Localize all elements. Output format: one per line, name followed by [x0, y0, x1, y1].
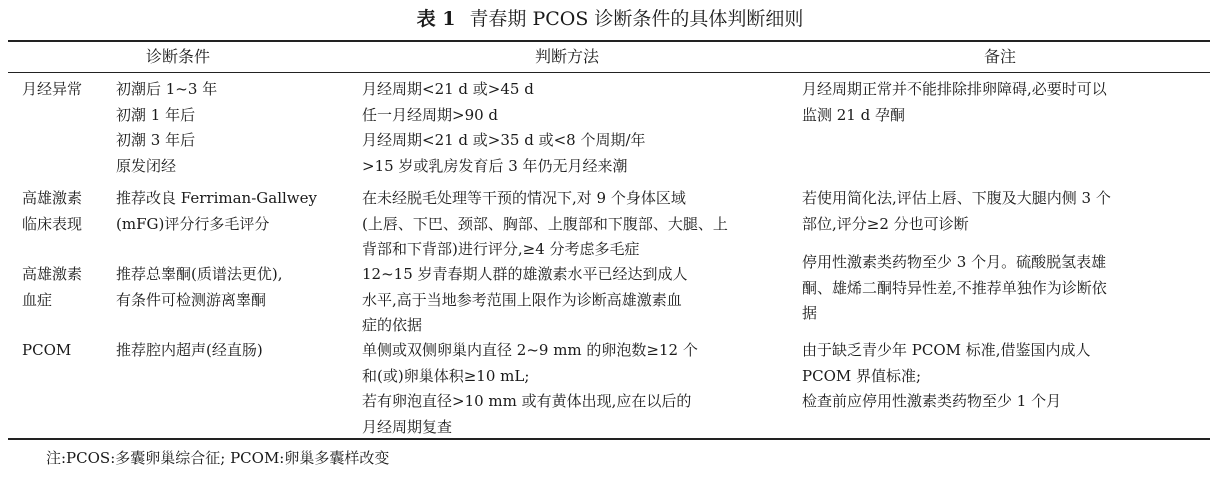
- remark-line: 酮、雄烯二酮特异性差,不推荐单独作为诊断依: [802, 278, 1107, 297]
- row-clinical-category: [22, 186, 82, 237]
- header-rule: [8, 72, 1210, 73]
- row-menstrual-category: [22, 77, 82, 103]
- method-line: 若有卵泡直径>10 mm 或有黄体出现,应在以后的: [362, 392, 692, 410]
- remark-line: 监测 21 d 孕酮: [802, 105, 905, 124]
- method-line: 12~15 岁青春期人群的雄激素水平已经达到成人: [362, 265, 688, 283]
- category-label: 高雄激素: [22, 189, 83, 207]
- sub-condition: 有条件可检测游离睾酮: [116, 290, 267, 309]
- category-label: PCOM: [22, 341, 72, 359]
- row-serum-remarks: [802, 250, 1107, 327]
- row-pcom-remarks: [802, 338, 1091, 415]
- header-criteria: 诊断条件: [145, 47, 210, 66]
- table-footnote: 注:PCOS:多囊卵巢综合征; PCOM:卵巢多囊样改变: [46, 449, 390, 467]
- header-remarks: 备注: [983, 47, 1016, 66]
- method-line: 水平,高于当地参考范围上限作为诊断高雄激素血: [362, 290, 682, 309]
- method-line: 月经周期<21 d 或>35 d 或<8 个周期/年: [362, 131, 646, 149]
- table-title: 青春期 PCOS 诊断条件的具体判断细则: [469, 8, 804, 30]
- sub-condition: 初潮后 1~3 年: [116, 80, 218, 98]
- remark-line: 据: [802, 304, 818, 322]
- method-line: (上唇、下巴、颈部、胸部、上腹部和下腹部、大腿、上: [362, 214, 728, 233]
- sub-condition: 推荐改良 Ferriman-Gallwey: [116, 189, 317, 207]
- method-line: 单侧或双侧卵巢内直径 2~9 mm 的卵泡数≥12 个: [362, 341, 698, 359]
- method-line: 背部和下背部)进行评分,≥4 分考虑多毛症: [362, 240, 640, 258]
- row-menstrual-method: [362, 77, 646, 179]
- category-label: 高雄激素: [22, 265, 83, 283]
- method-line: 月经周期<21 d 或>45 d: [362, 80, 534, 98]
- row-pcom-category: [22, 338, 71, 364]
- remark-line: 部位,评分≥2 分也可诊断: [802, 214, 969, 233]
- row-clinical-remarks: [802, 186, 1111, 237]
- sub-condition: 推荐腔内超声(经直肠): [116, 341, 263, 359]
- category-label: 临床表现: [22, 214, 83, 233]
- row-pcom-sub: [116, 338, 263, 364]
- remark-line: 停用性激素类药物至少 3 个月。硫酸脱氢表雄: [802, 253, 1107, 271]
- sub-condition: (mFG)评分行多毛评分: [116, 214, 270, 233]
- method-line: 在未经脱毛处理等干预的情况下,对 9 个身体区域: [362, 189, 686, 207]
- category-label: 血症: [22, 290, 53, 309]
- row-menstrual-remarks: [802, 77, 1107, 128]
- table-number: 表 1: [416, 8, 456, 30]
- method-line: 月经周期复查: [362, 417, 453, 436]
- method-line: 任一月经周期>90 d: [362, 105, 499, 124]
- sub-condition: 原发闭经: [116, 156, 177, 175]
- row-serum-method: [362, 262, 688, 339]
- row-serum-category: [22, 262, 82, 313]
- sub-condition: 推荐总睾酮(质谱法更优),: [116, 265, 283, 283]
- table-caption: [0, 4, 1220, 34]
- header-method: 判断方法: [534, 47, 599, 66]
- method-line: >15 岁或乳房发育后 3 年仍无月经来潮: [362, 156, 628, 175]
- category-label: 月经异常: [22, 80, 83, 98]
- remark-line: 检查前应停用性激素类药物至少 1 个月: [802, 392, 1062, 410]
- row-clinical-sub: [116, 186, 317, 237]
- row-serum-sub: [116, 262, 282, 313]
- sub-condition: 初潮 1 年后: [116, 105, 196, 124]
- bottom-rule: [8, 438, 1210, 440]
- method-line: 症的依据: [362, 316, 423, 334]
- remark-line: PCOM 界值标准;: [802, 366, 922, 385]
- sub-condition: 初潮 3 年后: [116, 131, 196, 149]
- row-clinical-method: [362, 186, 728, 263]
- remark-line: 由于缺乏青少年 PCOM 标准,借鉴国内成人: [802, 341, 1091, 359]
- row-pcom-method: [362, 338, 698, 440]
- remark-line: 月经周期正常并不能排除排卵障碍,必要时可以: [802, 80, 1107, 98]
- method-line: 和(或)卵巢体积≥10 mL;: [362, 366, 530, 385]
- remark-line: 若使用简化法,评估上唇、下腹及大腿内侧 3 个: [802, 189, 1111, 207]
- row-menstrual-sub: [116, 77, 217, 179]
